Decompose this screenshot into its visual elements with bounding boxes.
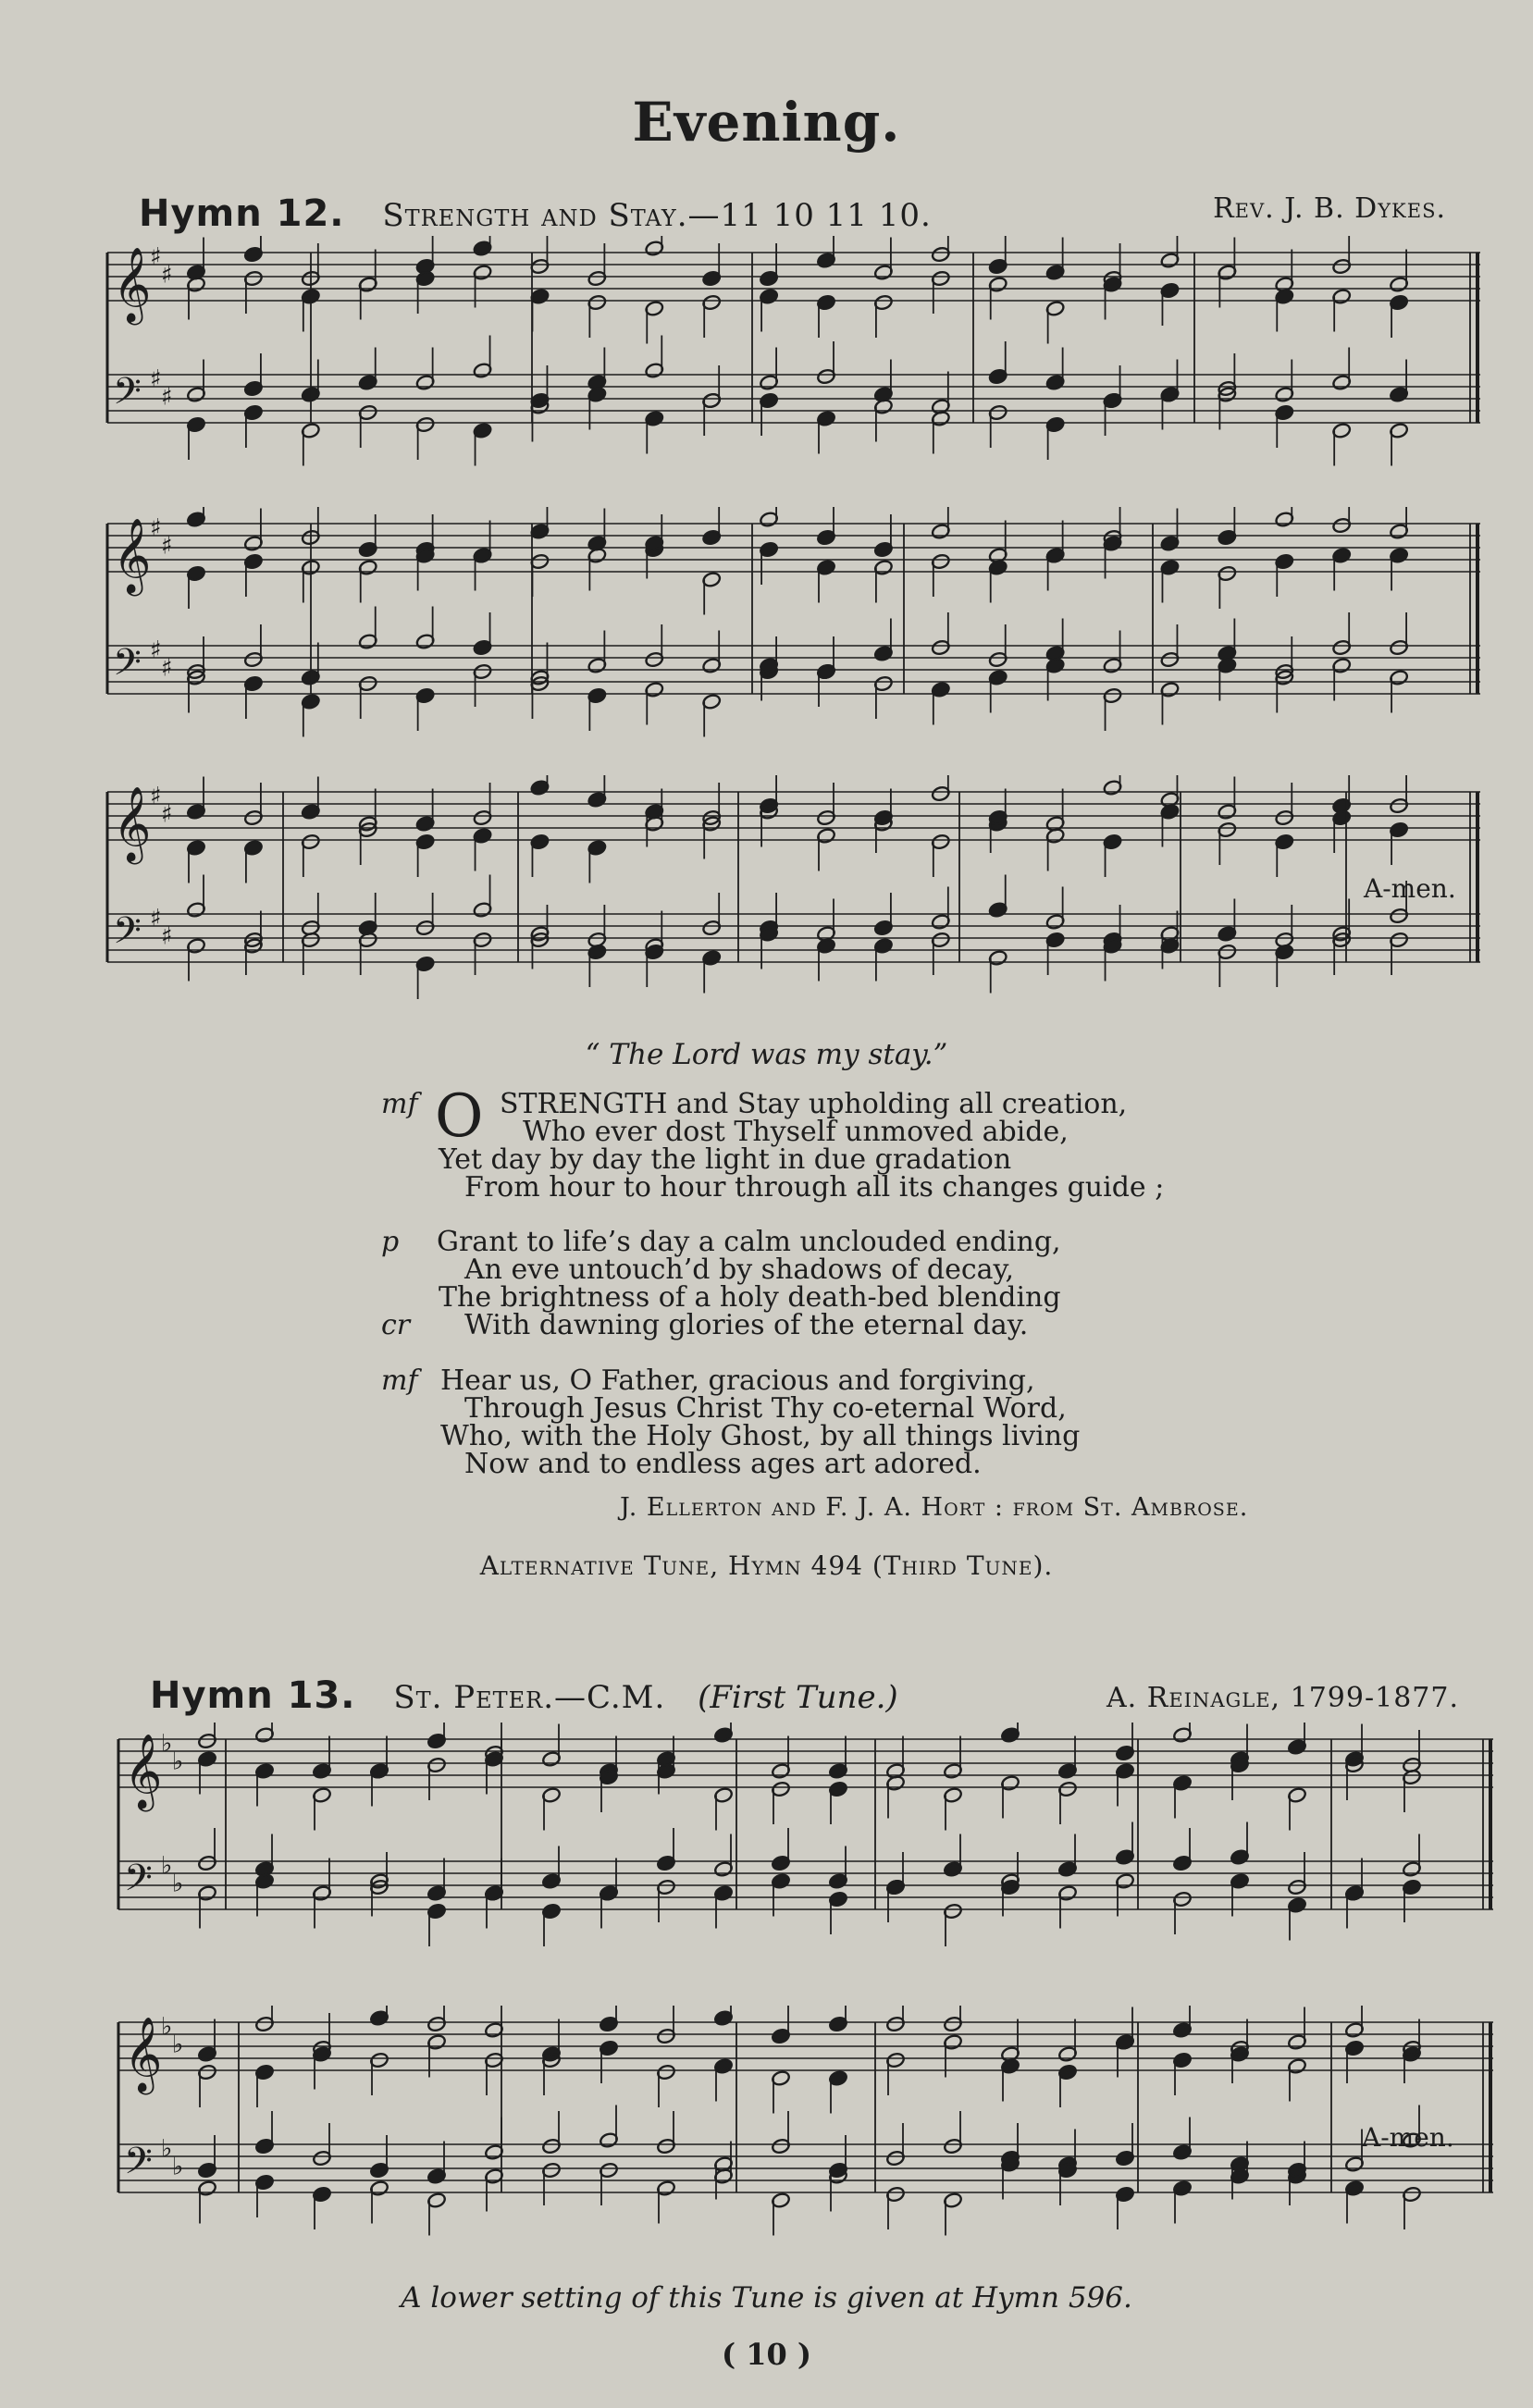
sharp-sign-icon: ♯ xyxy=(150,514,162,542)
flat-sign-icon: ♭ xyxy=(161,1730,173,1758)
treble-clef-icon: 𝄞 xyxy=(113,517,152,593)
dynamic-mark: mf xyxy=(381,1365,418,1397)
dynamic-mark: p xyxy=(381,1226,400,1258)
drop-cap: O xyxy=(435,1082,484,1151)
verse-line: Now and to endless ages art adored. xyxy=(464,1448,982,1480)
treble-clef-icon: 𝄞 xyxy=(113,246,152,322)
bass-clef-icon: 𝄢 xyxy=(113,370,142,422)
verse-line: Who, with the Holy Ghost, by all things living xyxy=(440,1420,1081,1452)
sharp-sign-icon: ♯ xyxy=(150,243,162,271)
verse-line: The brightness of a holy death-bed blending xyxy=(439,1281,1061,1314)
flat-sign-icon: ♭ xyxy=(161,1852,173,1880)
hymn12-amen: A-men. xyxy=(1364,873,1456,904)
hymn12-system-2 xyxy=(104,507,1484,757)
hymn13-system-1 xyxy=(115,1723,1497,1972)
verse-line: STRENGTH and Stay upholding all creation, xyxy=(500,1088,1128,1120)
bass-clef-icon: 𝄢 xyxy=(124,2140,153,2192)
bass-clef-icon: 𝄢 xyxy=(113,909,142,961)
treble-clef-icon: 𝄞 xyxy=(113,785,152,861)
hymn12-system-1 xyxy=(104,236,1484,486)
dynamic-mark: cr xyxy=(381,1309,411,1341)
hymn12-tune-name: Strength and Stay.—11 10 11 10. xyxy=(382,197,932,234)
bass-clef-icon: 𝄢 xyxy=(124,1857,153,1908)
sharp-sign-icon: ♯ xyxy=(150,783,162,810)
section-title: Evening. xyxy=(632,91,901,154)
sharp-sign-icon: ♯ xyxy=(161,800,173,829)
hymn12-composer: Rev. J. B. Dykes. xyxy=(1213,192,1446,225)
hymn13-heading xyxy=(150,1674,898,1717)
hymn13-lower-setting-note: A lower setting of this Tune is given at Hymn 596. xyxy=(401,2281,1132,2315)
verse-line: Through Jesus Christ Thy co-eternal Word, xyxy=(464,1392,1067,1425)
verse-line: An eve untouch’d by shadows of decay, xyxy=(464,1253,1015,1286)
sharp-sign-icon: ♯ xyxy=(150,365,162,393)
hymn13-system-2 xyxy=(115,2006,1497,2255)
verse-line: Grant to life’s day a calm unclouded ending, xyxy=(437,1226,1061,1258)
verse-line: From hour to hour through all its changes guide ; xyxy=(464,1171,1165,1204)
hymn13-amen: A-men. xyxy=(1362,2122,1454,2153)
hymn12-alternative-tune: Alternative Tune, Hymn 494 (Third Tune). xyxy=(479,1550,1054,1581)
verse-line: With dawning glories of the eternal day. xyxy=(464,1309,1029,1341)
flat-sign-icon: ♭ xyxy=(161,2013,173,2041)
sharp-sign-icon: ♯ xyxy=(150,636,162,664)
flat-sign-icon: ♭ xyxy=(172,1747,184,1776)
page-number: ( 10 ) xyxy=(721,2337,812,2372)
hymn12-epigraph: “ The Lord was my stay.” xyxy=(585,1038,948,1071)
dynamic-mark: mf xyxy=(381,1088,418,1120)
sharp-sign-icon: ♯ xyxy=(150,905,162,932)
flat-sign-icon: ♭ xyxy=(172,2031,184,2059)
hymn12-number: Hymn 12. xyxy=(139,192,345,235)
flat-sign-icon: ♭ xyxy=(172,1870,184,1898)
hymn13-tune-name: St. Peter.—C.M. xyxy=(393,1679,666,1716)
sharp-sign-icon: ♯ xyxy=(161,922,173,951)
hymn13-composer: A. Reinagle, 1799-1877. xyxy=(1106,1682,1459,1714)
treble-clef-icon: 𝄞 xyxy=(124,2016,163,2092)
hymn13-number: Hymn 13. xyxy=(150,1674,356,1717)
flat-sign-icon: ♭ xyxy=(161,2135,173,2163)
sharp-sign-icon: ♯ xyxy=(161,383,173,412)
bass-clef-icon: 𝄢 xyxy=(113,641,142,693)
verse-line: Hear us, O Father, gracious and forgiving, xyxy=(440,1365,1035,1397)
hymn12-heading xyxy=(139,192,932,235)
verse-line: Yet day by day the light in due gradation xyxy=(439,1143,1012,1176)
sharp-sign-icon: ♯ xyxy=(161,654,173,683)
sharp-sign-icon: ♯ xyxy=(161,532,173,561)
hymn12-attribution: J. Ellerton and F. J. A. Hort : from St. Ambrose. xyxy=(620,1493,1249,1522)
verse-line: Who ever dost Thyself unmoved abide, xyxy=(523,1116,1069,1148)
hymn12-system-3 xyxy=(104,775,1484,1025)
sharp-sign-icon: ♯ xyxy=(161,261,173,290)
flat-sign-icon: ♭ xyxy=(172,2153,184,2181)
hymn13-tune-note: (First Tune.) xyxy=(698,1679,898,1716)
treble-clef-icon: 𝄞 xyxy=(124,1733,163,1809)
